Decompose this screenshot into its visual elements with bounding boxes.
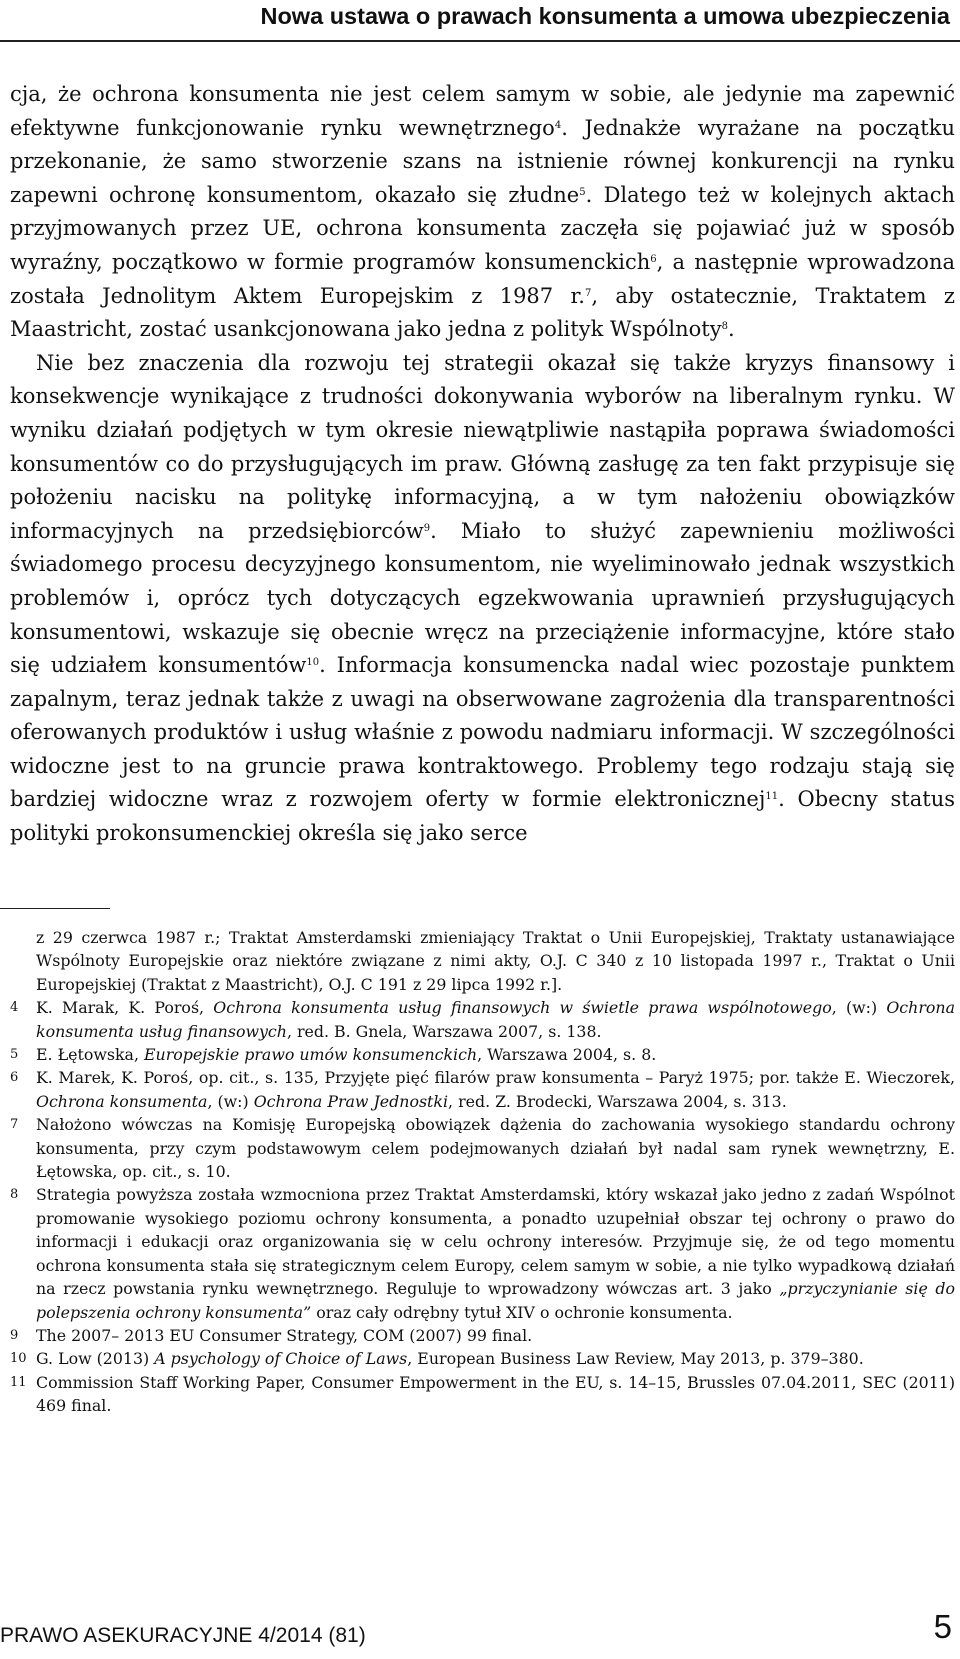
main-text [10,78,955,851]
footnotes [10,926,955,1418]
footnote-4: 4 K. Marak, K. Poroś, Ochrona konsumenta usług finansowych w świetle prawa wspólnotowego, (w:) Ochrona konsumenta usług finansowych, red. B. Gnela, Warszawa 2007, s. 138. [10,998,955,1041]
footnote-ref[interactable]: 4 [554,119,562,131]
journal-footer: PRAWO ASEKURACYJNE 4/2014 (81) [0,1624,366,1647]
footnote-7: 7 Nałożono wówczas na Komisję Europejską obowiązek dążenia do zachowania wysokiego standardu ochrony konsumenta, przy czym podstawowym celem podejmowanych działań był nadal sam rynek wewnętrzny, E. Łętowska, op. cit., s. 10. [10,1115,955,1182]
footnote-number: 7 [10,1117,19,1133]
footnote-number: 8 [10,1187,19,1203]
footnote-ref[interactable]: 9 [423,522,431,534]
footnote-11: 11 Commission Staff Working Paper, Consumer Empowerment in the EU, s. 14–15, Brussles 07.04.2011, SEC (2011) 469 final. [10,1372,955,1416]
paragraph-1: cja, że ochrona konsumenta nie jest celem samym w sobie, ale jedynie ma zapewnić efektywne funkcjonowanie rynku wewnętrznego$^4$. Jednakże wyrażane na początku przekonanie, że samo stworzenie szans na istnienie równej konkurencji na rynku zapewni ochronę konsumentom, okazało się złudne$^5$. Dlatego też w kolejnych aktach przyjmowanych przez UE, ochrona konsumenta zaczęła się pojawiać już w sposób wyraźny, początkowo w formie programów konsumenckich$^6$, a następnie wprowadzona została Jednolitym Aktem Europejskim z 1987 r.$^7$, aby ostatecznie, Traktatem z Maastricht, zostać usankcjonowana jako jedna z polityk Wspólnoty$^8$. [10,82,956,342]
footnote-number: 11 [10,1374,27,1390]
footnote-separator [0,908,110,909]
footnote-number: 4 [10,1000,19,1016]
footnote-ref[interactable]: 10 [306,657,320,669]
running-header: Nowa ustawa o prawach konsumenta a umowa ubezpieczenia [260,3,950,29]
footnote-8: 8 Strategia powyższa została wzmocniona przez Traktat Amsterdamski, który wskazał jako jedno z zadań Wspólnot promowanie wysokiego poziomu ochrony konsumenta, a ponadto uzupełniał obszar tej ochrony o prawo do informacji i edukacji oraz organizowania się w celu ochrony interesów. Przyjmuje się, że od tego momentu ochrona konsumenta stała się strategicznym celem Europy, celem samym w sobie, a nie tylko wypadkową działań na rzecz powstania rynku wewnętrznego. Reguluje to wprowadzony wówczas art. 3 jako „przyczynianie się do polepszenia ochrony konsumenta” oraz cały odrębny tytuł XIV o ochronie konsumenta. [10,1185,955,1322]
paragraph-2: Nie bez znaczenia dla rozwoju tej strategii okazał się także kryzys finansowy i konsekwencje wynikające z trudności dokonywania wyborów na liberalnym rynku. W wyniku działań podjętych w tym okresie niewątpliwie nastąpiła poprawa świadomości konsumentów co do przysługujących im praw. Główną zasługę za ten fakt przypisuje się położeniu nacisku na politykę informacyjną, a w tym nałożeniu obowiązków informacyjnych na przedsiębiorców$^9$. Miało to służyć zapewnieniu możliwości świadomego procesu decyzyjnego konsumentom, nie wyeliminowało jednak wszystkich problemów i, oprócz tych dotyczących egzekwowania uprawnień przysługujących konsumentowi, wskazuje się obecnie wręcz na przeciążenie informacyjne, które stało się udziałem konsumentów$^{10}$. Informacja konsumencka nadal wiec pozostaje punktem zapalnym, teraz jednak także z uwagi na obserwowane zagrożenia dla transparentności oferowanych produktów i usług właśnie z powodu nadmiaru informacji. W szczególności widoczne jest to na gruncie prawa kontraktowego. Problemy tego rodzaju stają się bardziej widoczne wraz z rozwojem oferty w formie elektronicznej$^{11}$. Obecny status polityki prokonsumenckiej określa się jako serce [10,350,955,846]
page-number: 5 [933,1608,952,1645]
footnote-ref[interactable]: 7 [584,287,592,299]
footnote-number: 9 [10,1327,19,1343]
footnote-6: 6 K. Marek, K. Poroś, op. cit., s. 135, Przyjęte pięć filarów praw konsumenta – Paryż 1975; por. także E. Wieczorek, Ochrona konsumenta, (w:) Ochrona Praw Jednostki, red. Z. Brodecki, Warszawa 2004, s. 313. [10,1068,955,1111]
footnote-10: 10 G. Low (2013) A psychology of Choice of Laws, European Business Law Review, May 2013, p. 379–380. [10,1347,955,1370]
footnote-ref[interactable]: 5 [579,186,586,198]
footnote-number: 10 [10,1351,27,1367]
footnote-5: 5 E. Łętowska, Europejskie prawo umów konsumenckich, Warszawa 2004, s. 8. [10,1043,955,1066]
footnote-ref[interactable]: 8 [721,321,728,333]
footnote-continuation: z 29 czerwca 1987 r.; Traktat Amsterdamski zmieniający Traktat o Unii Europejskiej, Traktaty ustanawiające Wspólnoty Europejskie oraz niektóre związane z nimi akty, O.J. C 340 z 10 listopada 1997 r., Traktat o Unii Europejskiej (Traktat z Maastricht), O.J. C 191 z 29 lipca 1992 r.]. [36,928,955,994]
footnote-ref[interactable]: 11 [765,791,779,803]
footnote-9: 9 The 2007– 2013 EU Consumer Strategy, COM (2007) 99 final. [10,1324,955,1347]
footnote-number: 5 [10,1047,19,1063]
footnote-number: 6 [10,1070,19,1086]
footnote-ref[interactable]: 6 [650,253,657,265]
header-rule [0,40,960,42]
